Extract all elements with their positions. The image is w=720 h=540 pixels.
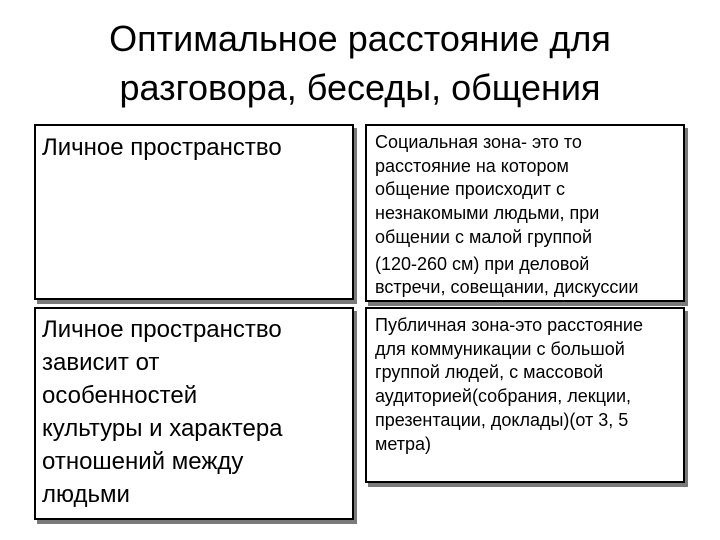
personal-space-box [34,124,354,300]
slide-title-line-1: Оптимальное расстояние для [109,18,611,59]
social-zone-line: (120-260 см) при деловой [375,253,590,274]
personal-space-culture-line: культуры и характера [42,415,283,442]
public-zone-line: Публичная зона-это расстояние [375,315,643,335]
slide-title [0,14,720,112]
social-zone-line: расстояние на котором [375,155,569,176]
personal-space-culture-box [34,307,354,520]
personal-space-culture-line: отношений между [42,448,244,475]
social-zone-line: встречи, совещании, дискуссии [375,277,639,298]
public-zone-line: группой людей, с массовой [375,362,604,383]
social-zone-line: Социальная зона- это то [375,132,582,152]
public-zone-line: презентации, доклады)(от 3, 5 [375,409,629,430]
social-zone-line: общении с малой группой [375,226,593,247]
public-zone-line: аудиторией(собрания, лекции, [375,386,632,407]
slide-title-line-2: разговора, беседы, общения [119,67,601,108]
public-zone-box [365,307,685,483]
social-zone-line: незнакомыми людьми, при [375,203,600,224]
social-zone-box [365,124,685,302]
public-zone-line: для коммуникации с большой [375,338,625,359]
personal-space-culture-line: особенностей [42,382,198,409]
personal-space-culture-line: зависит от [42,349,160,376]
personal-space-culture-line: людьми [42,481,130,508]
social-zone-line: общение происходит с [375,179,565,200]
public-zone-line: метра) [375,433,432,454]
personal-space-culture-line: Личное пространство [42,316,282,343]
personal-space-label: Личное пространство [42,134,282,161]
